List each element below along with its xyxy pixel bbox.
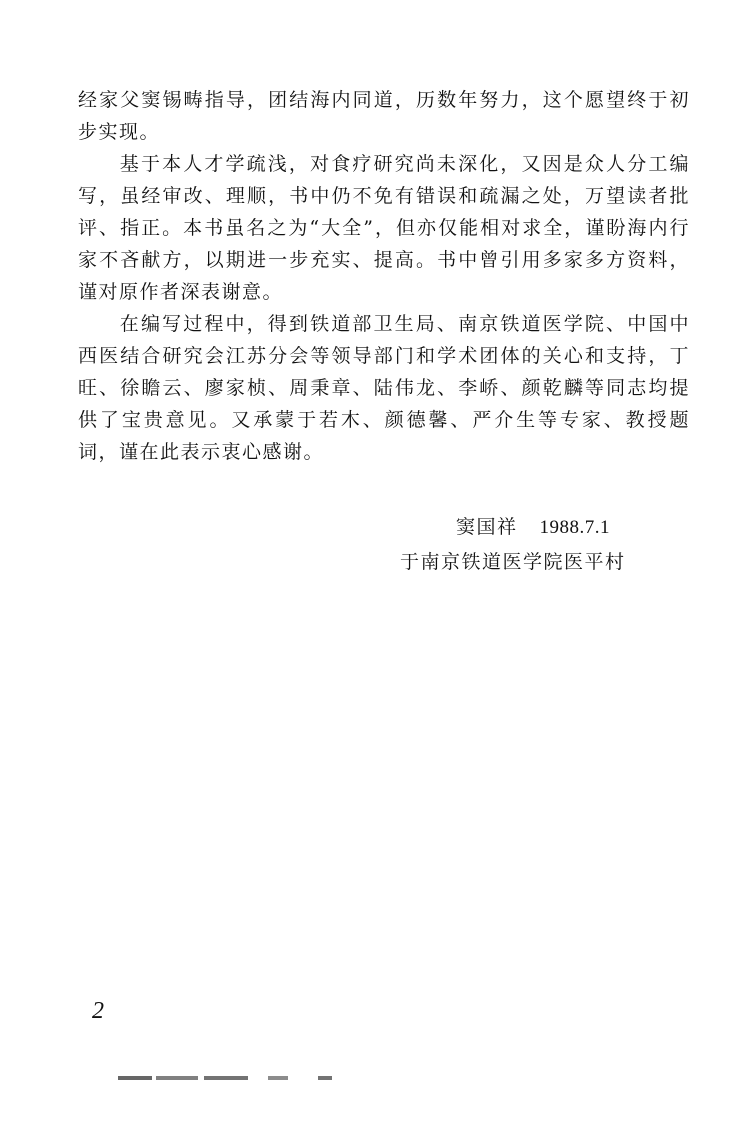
author-name: 窦国祥: [456, 516, 518, 538]
page-number: 2: [92, 998, 104, 1024]
preface-body: [78, 84, 690, 468]
scan-edge-mark: [118, 1076, 358, 1080]
paragraph-acknowledgements: 在编写过程中，得到铁道部卫生局、南京铁道医学院、中国中西医结合研究会江苏分会等领导部门和学术团体的关心和支持，丁旺、徐瞻云、廖家桢、周秉章、陆伟龙、李峤、颜乾麟等同志均提供了宝贵意见。又承蒙于若木、颜德馨、严介生等专家、教授题词，谨在此表示衷心感谢。: [78, 313, 690, 463]
signature-block: [400, 510, 700, 579]
paragraph-errata-note: 基于本人才学疏浅，对食疗研究尚未深化，又因是众人分工编写，虽经审改、理顺，书中仍不免有错误和疏漏之处，万望读者批评、指正。本书虽名之为“大全”，但亦仅能相对求全，谨盼海内行家不吝献方，以期进一步充实、提高。书中曾引用多家多方资料，谨对原作者深表谢意。: [78, 153, 690, 303]
signature-location: 于南京铁道医学院医平村: [400, 551, 626, 573]
signature-date: 1988.7.1: [539, 517, 611, 538]
paragraph-continuation: 经家父窦锡畴指导，团结海内同道，历数年努力，这个愿望终于初步实现。: [78, 89, 690, 143]
signature-name-line: [400, 510, 700, 545]
